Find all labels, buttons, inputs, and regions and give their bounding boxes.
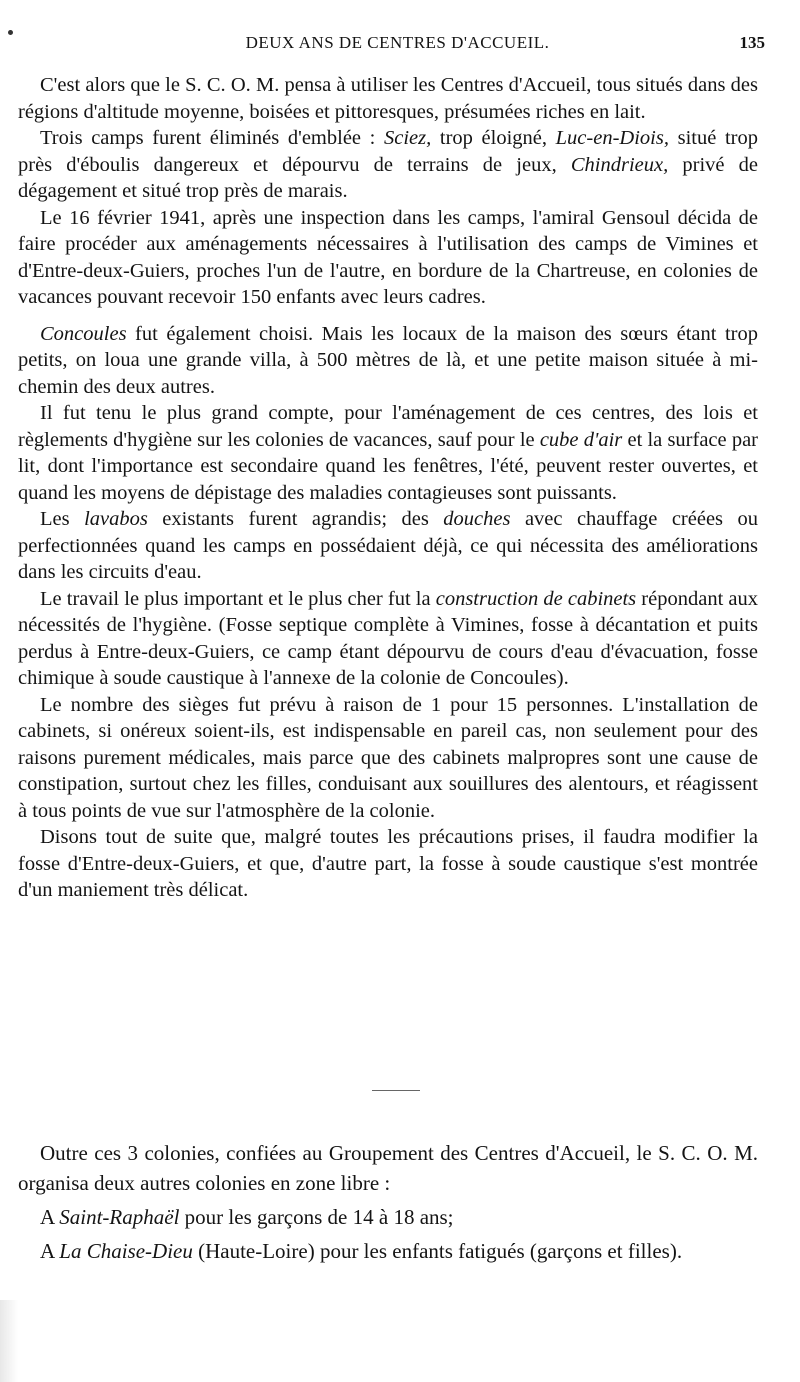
paragraph bbox=[18, 824, 758, 904]
text-run: Trois camps furent éliminés d'emblée : bbox=[40, 127, 384, 149]
list-item bbox=[18, 1236, 758, 1266]
paragraph bbox=[18, 506, 758, 586]
text-run: situé trop près d'éboulis dangereux et dépourvu de terrains de jeux, bbox=[18, 127, 758, 176]
section-two-intro: Outre ces 3 colonies, confiées au Groupement des Centres d'Accueil, le S. C. O. M. organisa deux autres colonies en zone libre : bbox=[18, 1141, 758, 1195]
italic-term: Luc-en-Diois, bbox=[555, 127, 669, 149]
text-run: trop éloigné, bbox=[431, 127, 556, 149]
italic-term: La Chaise-Dieu bbox=[59, 1239, 193, 1263]
italic-term: Sciez, bbox=[384, 127, 432, 149]
section-two bbox=[18, 1138, 758, 1266]
paragraph bbox=[18, 692, 758, 825]
italic-term: construction de cabinets bbox=[435, 587, 637, 610]
text-run: Le nombre des sièges fut prévu à raison de 1 pour 15 personnes. L'installation de cabinets, si onéreux soient-ils, est indispensable en pareil cas, non seulement pour des raisons purement médicales, mais parce que des cabinets malpropres sont une cause de constipation, surtout chez les filles, conduisant aux souillures des alentours, et réagissent à tous points de vue sur l'atmosphère de la colonie. bbox=[18, 693, 758, 822]
running-title: DEUX ANS DE CENTRES D'ACCUEIL. bbox=[245, 33, 550, 52]
text-run: C'est alors que le S. C. O. M. pensa à utiliser les Centres d'Accueil, tous situés dans des régions d'altitude moyenne, boisées et pittoresques, présumées riches en lait. bbox=[18, 74, 758, 123]
text-run: et la surface par lit, dont l'importance est secondaire quand les fenêtres, l'été, peuvent rester ouvertes, et quand les moyens de dépistage des maladies contagieuses sont puissants. bbox=[18, 428, 758, 504]
text-run: Le travail le plus important et le plus cher fut la bbox=[40, 587, 436, 610]
section-separator bbox=[372, 1090, 420, 1091]
section-two-list bbox=[18, 1202, 758, 1266]
paragraph bbox=[18, 586, 758, 692]
text-run: A bbox=[40, 1205, 60, 1229]
text-run: existants furent agrandis; des bbox=[147, 508, 444, 530]
paragraph bbox=[18, 125, 758, 205]
paragraph bbox=[18, 400, 758, 506]
paragraph bbox=[18, 205, 758, 311]
paragraph bbox=[18, 321, 758, 401]
body-text bbox=[18, 72, 758, 904]
margin-dot bbox=[8, 30, 13, 35]
text-run: répondant aux nécessités de l'hygiène. (Fosse septique complète à Vimines, fosse à décantation et puits perdus à Entre-deux-Guiers, ce camp étant dépourvu de cours d'eau d'évacuation, fosse chimique à soude caustique à l'annexe de la colonie de Concoules). bbox=[18, 587, 759, 689]
text-run: (Haute-Loire) pour les enfants fatigués (garçons et filles). bbox=[192, 1239, 683, 1263]
list-item bbox=[18, 1202, 758, 1232]
italic-term: Concoules bbox=[40, 322, 127, 345]
italic-term: Saint-Raphaël bbox=[59, 1205, 180, 1229]
text-run: Les bbox=[40, 508, 85, 530]
text-run: A bbox=[40, 1239, 60, 1263]
italic-term: cube d'air bbox=[539, 428, 623, 451]
text-run: Disons tout de suite que, malgré toutes les précautions prises, il faudra modifier la fosse d'Entre-deux-Guiers, et que, d'autre part, la fosse à soude caustique s'est montrée d'un maniement très délicat. bbox=[18, 826, 758, 901]
italic-term: douches bbox=[443, 508, 511, 530]
paragraph bbox=[18, 72, 758, 125]
page-header bbox=[30, 33, 765, 57]
italic-term: Chindrieux, bbox=[570, 153, 669, 176]
text-run: pour les garçons de 14 à 18 ans; bbox=[179, 1205, 454, 1229]
text-run: Le 16 février 1941, après une inspection dans les camps, l'amiral Gensoul décida de faire procéder aux aménagements nécessaires à l'utilisation des camps de Vimines et d'Entre-deux-Guiers, proches l'un de l'autre, en bordure de la Chartreuse, en colonies de vacances pouvant recevoir 150 enfants avec leurs cadres. bbox=[18, 206, 758, 308]
italic-term: lavabos bbox=[84, 508, 148, 530]
text-run: fut également choisi. Mais les locaux de la maison des sœurs étant trop petits, on loua une grande villa, à 500 mètres de là, et une petite maison située à mi-chemin des deux autres. bbox=[18, 322, 758, 398]
text-run: privé de dégagement et situé trop près de marais. bbox=[18, 153, 758, 202]
page-number: 135 bbox=[739, 33, 765, 52]
text-run: avec chauffage créées ou perfectionnées quand les camps en possédaient déjà, ce qui nécessita des améliorations dans les circuits d'eau. bbox=[18, 508, 758, 583]
text-run: Il fut tenu le plus grand compte, pour l'aménagement de ces centres, des lois et règlements d'hygiène sur les colonies de vacances, sauf pour le bbox=[18, 402, 758, 451]
page-edge-shadow bbox=[0, 1300, 18, 1382]
